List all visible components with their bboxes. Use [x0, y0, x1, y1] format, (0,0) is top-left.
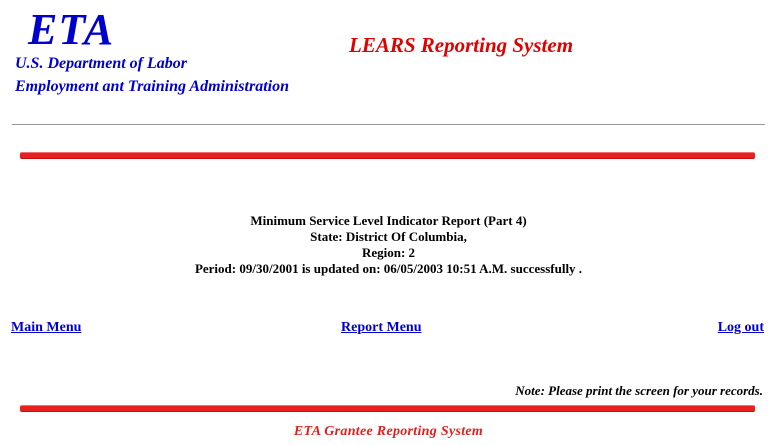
- top-red-divider: [20, 152, 755, 159]
- eta-logo: ETA: [28, 5, 115, 54]
- page-header: [0, 0, 777, 110]
- agency-name-line-1: U.S. Department of Labor: [15, 55, 187, 72]
- region-line: Region: 2: [361, 245, 416, 260]
- report-title: Minimum Service Level Indicator Report (Part 4): [250, 213, 527, 228]
- link-main-menu[interactable]: Main Menu: [11, 320, 82, 335]
- confirmation-message: [0, 213, 777, 277]
- system-title: LEARS Reporting System: [349, 33, 574, 57]
- bottom-red-divider: [20, 405, 755, 412]
- period-update-line: Period: 09/30/2001 is updated on: 06/05/2003 10:51 A.M. successfully .: [194, 261, 583, 276]
- agency-name-line-2: Employment ant Training Administration: [15, 78, 289, 95]
- footer-text: ETA Grantee Reporting System: [293, 424, 484, 439]
- state-line: State: District Of Columbia,: [310, 229, 467, 244]
- link-log-out[interactable]: Log out: [717, 320, 764, 335]
- navigation-links: [0, 320, 777, 338]
- header-divider: [12, 124, 765, 125]
- print-note: Note: Please print the screen for your records.: [515, 383, 763, 398]
- link-report-menu[interactable]: Report Menu: [341, 320, 422, 335]
